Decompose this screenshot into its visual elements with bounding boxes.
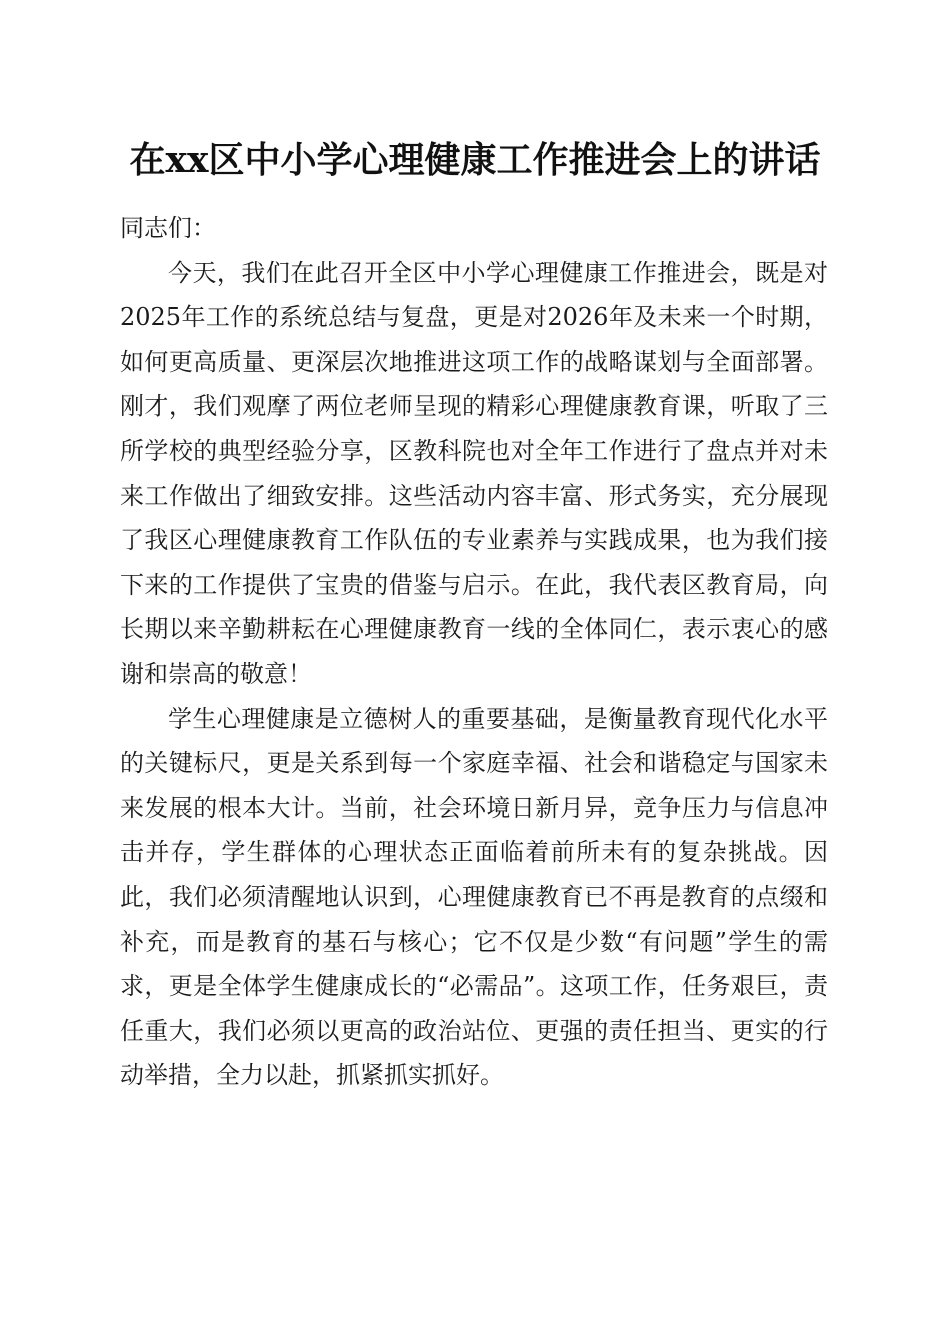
salutation: 同志们：: [120, 214, 216, 242]
paragraph-1: 今天，我们在此召开全区中小学心理健康工作推进会，既是对2025年工作的系统总结与复盘，更是对2026年及未来一个时期，如何更高质量、更深层次地推进这项工作的战略谋划与全面部署。刚才，我们观摩了两位老师呈现的精彩心理健康教育课，听取了三所学校的典型经验分享，区教科院也对全年工作进行了盘点并对未来工作做出了细致安排。这些活动内容丰富、形式务实，充分展现了我区心理健康教育工作队伍的专业素养与实践成果，也为我们接下来的工作提供了宝贵的借鉴与启示。在此，我代表区教育局，向长期以来辛勤耕耘在心理健康教育一线的全体同仁，表示衷心的感谢和崇高的敬意！: [120, 258, 828, 688]
document-body: [120, 206, 828, 1098]
paragraph-2: 学生心理健康是立德树人的重要基础，是衡量教育现代化水平的关键标尺，更是关系到每一个家庭幸福、社会和谐稳定与国家未来发展的根本大计。当前，社会环境日新月异，竞争压力与信息冲击并存，学生群体的心理状态正面临着前所未有的复杂挑战。因此，我们必须清醒地认识到，心理健康教育已不再是教育的点缀和补充，而是教育的基石与核心；它不仅是少数“有问题”学生的需求，更是全体学生健康成长的“必需品”。这项工作，任务艰巨，责任重大，我们必须以更高的政治站位、更强的责任担当、更实的行动举措，全力以赴，抓紧抓实抓好。: [120, 704, 828, 1090]
document-title: 在xx区中小学心理健康工作推进会上的讲话: [129, 139, 821, 181]
